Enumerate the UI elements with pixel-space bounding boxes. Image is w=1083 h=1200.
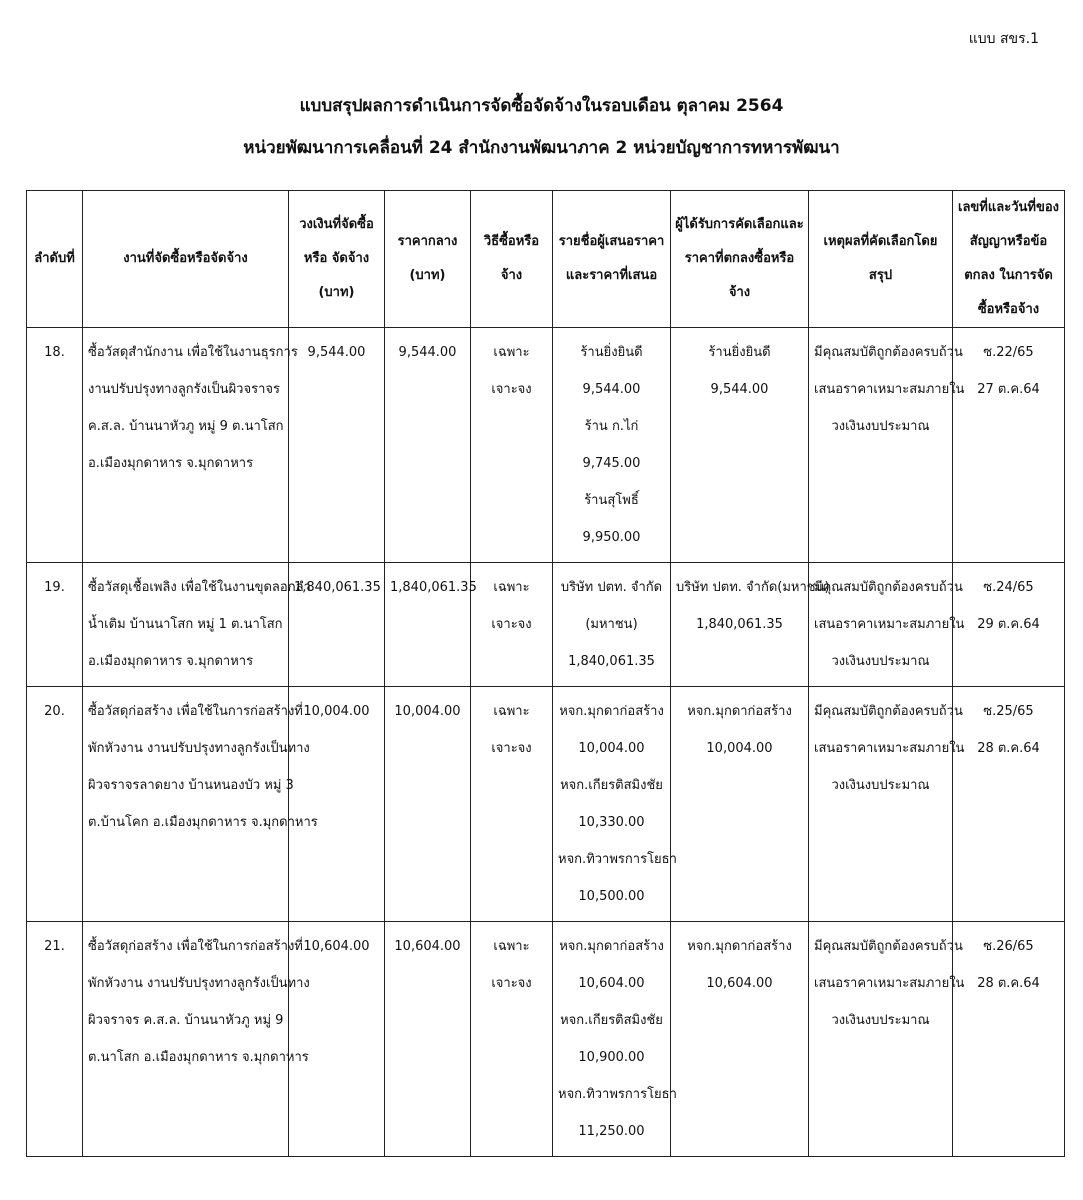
- header-method: วิธีซื้อหรือจ้าง: [471, 191, 553, 328]
- cell-selected-line: 10,004.00: [706, 741, 773, 756]
- cell-bidders: [553, 687, 677, 922]
- cell-contract-line: 29 ต.ค.64: [977, 617, 1040, 632]
- cell-work-line: อ.เมืองมุกดาหาร จ.มุกดาหาร: [88, 456, 254, 471]
- cell-selected: [671, 563, 830, 687]
- cell-budget: 10,004.00: [289, 687, 385, 922]
- form-code: แบบ สขร.1: [968, 31, 1039, 47]
- cell-selected-line: บริษัท ปตท. จำกัด(มหาชน): [676, 580, 830, 595]
- cell-work-line: ซื้อวัสดุสำนักงาน เพื่อใช้ในงานธุรการ: [88, 345, 298, 360]
- procurement-table: [26, 190, 1065, 1157]
- cell-contract-line: 28 ต.ค.64: [977, 741, 1040, 756]
- cell-reason-line: เสนอราคาเหมาะสมภายใน: [814, 617, 965, 632]
- cell-work-line: ต.นาโสก อ.เมืองมุกดาหาร จ.มุกดาหาร: [88, 1050, 309, 1065]
- cell-work-line: น้ำเติม บ้านนาโสก หมู่ 1 ต.นาโสก: [88, 617, 283, 632]
- cell-no: 20.: [27, 687, 83, 922]
- cell-bidders-line: หจก.เกียรติสมิงชัย: [560, 778, 663, 793]
- cell-method: เฉพาะเจาะจง: [471, 563, 553, 687]
- table-row: [27, 922, 1065, 1157]
- cell-contract: [953, 328, 1065, 563]
- cell-bidders-line: 10,900.00: [578, 1050, 645, 1065]
- cell-reason-line: วงเงินงบประมาณ: [831, 654, 930, 669]
- cell-work-line: ผิวจราจร ค.ส.ล. บ้านนาหัวภู หมู่ 9: [88, 1013, 284, 1028]
- cell-selected: [671, 328, 809, 563]
- cell-bidders-line: 10,330.00: [578, 815, 645, 830]
- cell-work-line: อ.เมืองมุกดาหาร จ.มุกดาหาร: [88, 654, 254, 669]
- cell-selected: [671, 687, 809, 922]
- cell-selected-line: 1,840,061.35: [696, 617, 783, 632]
- header-contract: เลขที่และวันที่ของ สัญญาหรือข้อตกลง ในการจัดซื้อหรือจ้าง: [953, 191, 1065, 328]
- cell-median-price: 1,840,061.35: [385, 563, 471, 687]
- cell-contract-line: ซ.24/65: [983, 580, 1034, 595]
- cell-bidders-line: หจก.เกียรติสมิงชัย: [560, 1013, 663, 1028]
- header-bidders: รายชื่อผู้เสนอราคา และราคาที่เสนอ: [553, 191, 671, 328]
- cell-contract-line: 28 ต.ค.64: [977, 976, 1040, 991]
- cell-selected-line: 10,604.00: [706, 976, 773, 991]
- cell-bidders-line: บริษัท ปตท. จำกัด: [560, 580, 663, 595]
- cell-selected-line: หจก.มุกดาก่อสร้าง: [687, 939, 792, 954]
- document-title: แบบสรุปผลการดำเนินการจัดซื้อจัดจ้างในรอบเดือน ตุลาคม 2564: [299, 96, 784, 116]
- cell-bidders-line: 11,250.00: [578, 1124, 645, 1139]
- header-work: งานที่จัดซื้อหรือจัดจ้าง: [83, 191, 289, 328]
- table-row: [27, 328, 1065, 563]
- cell-bidders: [553, 563, 671, 687]
- cell-budget: 10,604.00: [289, 922, 385, 1157]
- header-selected: ผู้ได้รับการคัดเลือกและ ราคาที่ตกลงซื้อหรือจ้าง: [671, 191, 809, 328]
- cell-contract: [953, 922, 1065, 1157]
- cell-reason: [809, 687, 965, 922]
- cell-bidders-line: หจก.ทิวาพรการโยธา: [558, 1087, 677, 1102]
- cell-bidders-line: ร้านยิ่งยินดี: [580, 345, 643, 360]
- cell-median-price: 10,604.00: [385, 922, 471, 1157]
- cell-reason-line: มีคุณสมบัติถูกต้องครบถ้วน: [814, 345, 963, 360]
- cell-reason-line: วงเงินงบประมาณ: [831, 1013, 930, 1028]
- cell-method: เฉพาะเจาะจง: [471, 328, 553, 563]
- cell-bidders-line: หจก.ทิวาพรการโยธา: [558, 852, 677, 867]
- cell-reason-line: เสนอราคาเหมาะสมภายใน: [814, 976, 965, 991]
- cell-no: 18.: [27, 328, 83, 563]
- cell-selected-line: หจก.มุกดาก่อสร้าง: [687, 704, 792, 719]
- cell-reason-line: มีคุณสมบัติถูกต้องครบถ้วน: [814, 939, 963, 954]
- cell-reason-line: เสนอราคาเหมาะสมภายใน: [814, 741, 965, 756]
- cell-selected-line: ร้านยิ่งยินดี: [708, 345, 771, 360]
- cell-reason: [809, 328, 965, 563]
- cell-work-line: ต.บ้านโคก อ.เมืองมุกดาหาร จ.มุกดาหาร: [88, 815, 318, 830]
- cell-median-price: 10,004.00: [385, 687, 471, 922]
- cell-bidders-line: 10,004.00: [578, 741, 645, 756]
- cell-work-line: ผิวจราจรลาดยาง บ้านหนองบัว หมู่ 3: [88, 778, 294, 793]
- cell-reason: [809, 563, 965, 687]
- cell-work: [83, 687, 318, 922]
- cell-bidders-line: ร้าน ก.ไก่: [584, 419, 639, 434]
- table-row: [27, 687, 1065, 922]
- cell-contract-line: ซ.25/65: [983, 704, 1034, 719]
- cell-bidders-line: 9,745.00: [582, 456, 641, 471]
- cell-bidders-line: (มหาชน): [585, 617, 638, 632]
- cell-contract-line: ซ.22/65: [983, 345, 1034, 360]
- header-median-price: ราคากลาง (บาท): [385, 191, 471, 328]
- header-reason: เหตุผลที่คัดเลือกโดยสรุป: [809, 191, 953, 328]
- cell-reason: [809, 922, 965, 1157]
- cell-bidders-line: 10,500.00: [578, 889, 645, 904]
- cell-bidders: [553, 922, 677, 1157]
- cell-method: เฉพาะเจาะจง: [471, 922, 553, 1157]
- cell-bidders-line: หจก.มุกดาก่อสร้าง: [559, 704, 664, 719]
- cell-reason-line: วงเงินงบประมาณ: [831, 419, 930, 434]
- cell-reason-line: วงเงินงบประมาณ: [831, 778, 930, 793]
- cell-work: [83, 563, 311, 687]
- table-row: [27, 563, 1065, 687]
- cell-contract-line: ซ.26/65: [983, 939, 1034, 954]
- cell-contract-line: 27 ต.ค.64: [977, 382, 1040, 397]
- cell-contract: [953, 687, 1065, 922]
- header-budget: วงเงินที่จัดซื้อหรือ จัดจ้าง (บาท): [289, 191, 385, 328]
- cell-bidders-line: 1,840,061.35: [568, 654, 655, 669]
- header-no: ลำดับที่: [27, 191, 83, 328]
- cell-selected: [671, 922, 809, 1157]
- cell-work: [83, 328, 298, 563]
- cell-work-line: ซื้อวัสดุก่อสร้าง เพื่อใช้ในการก่อสร้างที่: [88, 704, 303, 719]
- cell-reason-line: มีคุณสมบัติถูกต้องครบถ้วน: [814, 580, 963, 595]
- cell-contract: [953, 563, 1065, 687]
- cell-reason-line: เสนอราคาเหมาะสมภายใน: [814, 382, 965, 397]
- cell-no: 19.: [27, 563, 83, 687]
- cell-no: 21.: [27, 922, 83, 1157]
- cell-work: [83, 922, 310, 1157]
- cell-bidders-line: หจก.มุกดาก่อสร้าง: [559, 939, 664, 954]
- table-header-row: [27, 191, 1065, 328]
- cell-reason-line: มีคุณสมบัติถูกต้องครบถ้วน: [814, 704, 963, 719]
- cell-median-price: 9,544.00: [385, 328, 471, 563]
- cell-work-line: ซื้อวัสดุเชื้อเพลิง เพื่อใช้ในงานขุดลอกลำ: [88, 580, 311, 595]
- cell-work-line: งานปรับปรุงทางลูกรังเป็นผิวจราจร: [88, 382, 280, 397]
- cell-bidders-line: ร้านสุโพธิ์: [584, 493, 639, 508]
- cell-bidders-line: 9,950.00: [582, 530, 641, 545]
- cell-bidders-line: 10,604.00: [578, 976, 645, 991]
- cell-bidders-line: 9,544.00: [582, 382, 641, 397]
- cell-work-line: พักหัวงาน งานปรับปรุงทางลูกรังเป็นทาง: [88, 741, 310, 756]
- cell-budget: 9,544.00: [289, 328, 385, 563]
- cell-work-line: ซื้อวัสดุก่อสร้าง เพื่อใช้ในการก่อสร้างที่: [88, 939, 303, 954]
- cell-bidders: [553, 328, 671, 563]
- document-subtitle: หน่วยพัฒนาการเคลื่อนที่ 24 สำนักงานพัฒนาภาค 2 หน่วยบัญชาการทหารพัฒนา: [243, 138, 840, 158]
- cell-method: เฉพาะเจาะจง: [471, 687, 553, 922]
- cell-work-line: ค.ส.ล. บ้านนาหัวภู หมู่ 9 ต.นาโสก: [88, 419, 284, 434]
- cell-work-line: พักหัวงาน งานปรับปรุงทางลูกรังเป็นทาง: [88, 976, 310, 991]
- cell-selected-line: 9,544.00: [710, 382, 769, 397]
- cell-budget: 1,840,061.35: [289, 563, 385, 687]
